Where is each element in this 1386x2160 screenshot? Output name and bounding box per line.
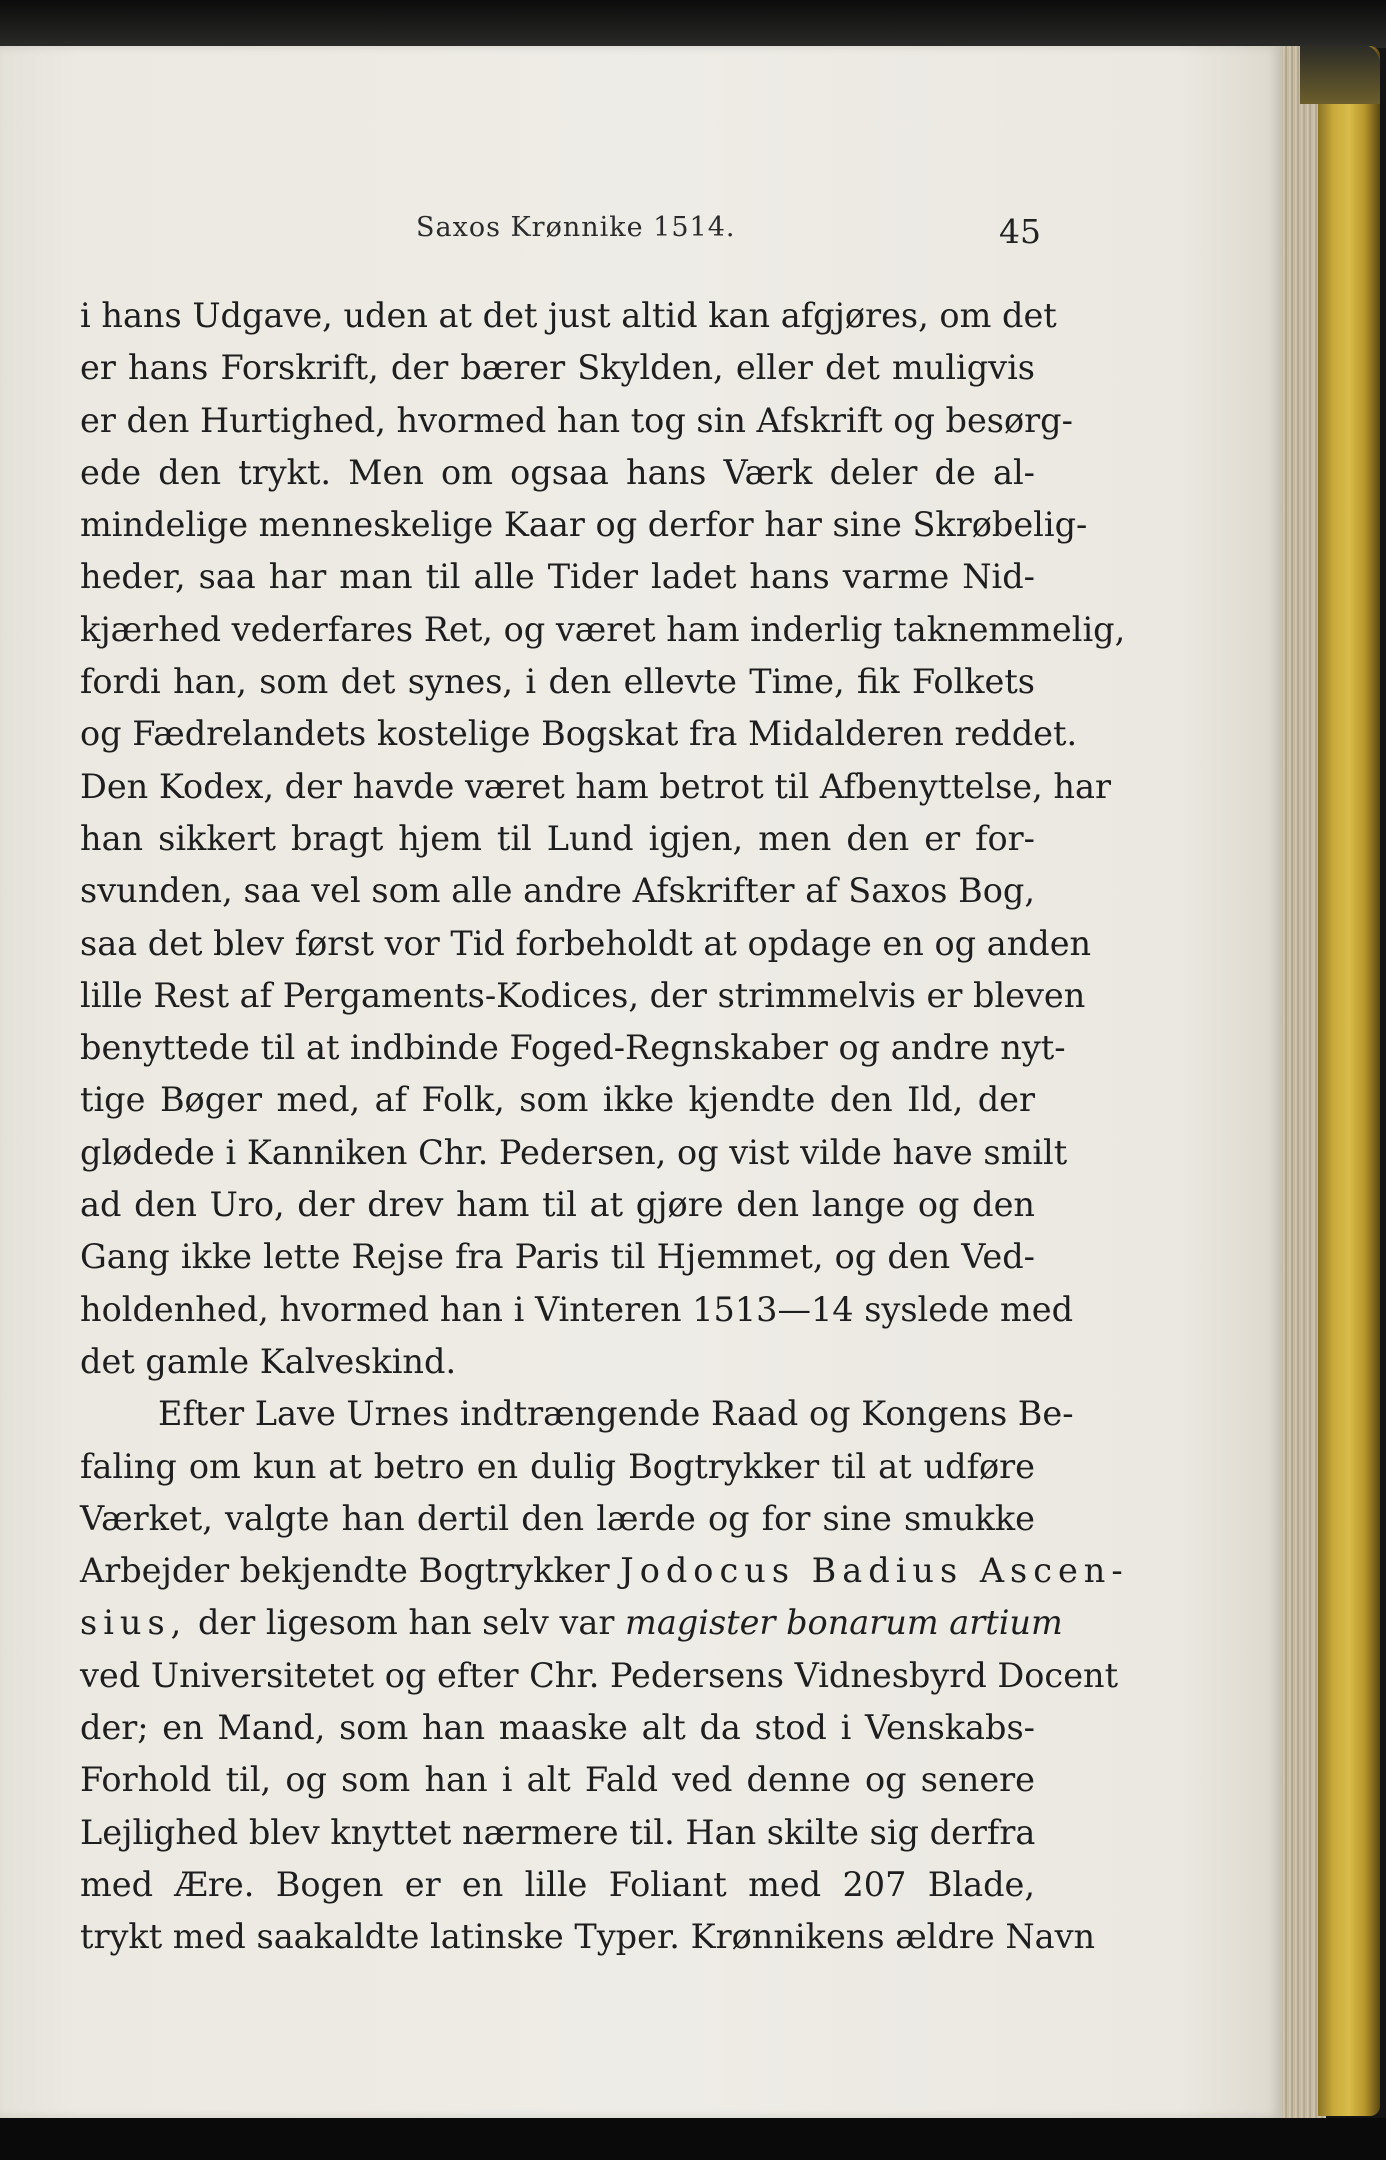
body-text [80, 290, 1129, 1964]
book-spine [1318, 46, 1380, 2116]
text-line: holdenhed, hvormed han i Vinteren 1513—14 syslede med [80, 1289, 1074, 1329]
text-line: mindelige menneskelige Kaar og derfor har sine Skrøbelig- [80, 505, 1088, 545]
text-line: svunden, saa vel som alle andre Afskrifter af Saxos Bog, [80, 871, 1035, 911]
text-line: det gamle Kalveskind. [80, 1341, 457, 1381]
scan-top-border [0, 0, 1386, 48]
text-line: saa det blev først vor Tid forbeholdt at opdage en og anden [80, 923, 1092, 963]
text-line: lille Rest af Pergaments-Kodices, der strimmelvis er bleven [80, 975, 1086, 1015]
text-line: Gang ikke lette Rejse fra Paris til Hjemmet, og den Ved- [80, 1237, 1035, 1277]
running-head: Saxos Krønnike 1514. [416, 212, 736, 243]
book-page [0, 46, 1282, 2118]
text-line: glødede i Kanniken Chr. Pedersen, og vist vilde have smilt [80, 1132, 1068, 1172]
page-number: 45 [999, 212, 1041, 251]
spine-cap [1300, 44, 1380, 104]
spaced-name: Jodocus Badius Ascen- [620, 1551, 1129, 1591]
text-line: Forhold til, og som han i alt Fald ved denne og senere [80, 1760, 1035, 1800]
text-line: med Ære. Bogen er en lille Foliant med 207 Blade, [80, 1864, 1035, 1904]
text-line: er hans Forskrift, der bærer Skylden, eller det muligvis [80, 348, 1035, 388]
text-line: Lejlighed blev knyttet nærmere til. Han skilte sig derfra [80, 1812, 1036, 1852]
text-line: heder, saa har man til alle Tider ladet hans varme Nid- [80, 557, 1035, 597]
text-line [80, 1545, 1129, 1597]
text-line: der; en Mand, som han maaske alt da stod i Venskabs- [80, 1708, 1035, 1748]
text-segment: der ligesom han selv var [197, 1603, 615, 1643]
spaced-name: sius, [80, 1603, 188, 1643]
text-line: Den Kodex, der havde været ham betrot til Afbenyttelse, har [80, 766, 1111, 806]
italic-phrase: magister bonarum artium [625, 1603, 1063, 1643]
text-line [80, 1597, 1063, 1649]
text-line: ede den trykt. Men om ogsaa hans Værk deler de al- [80, 452, 1035, 492]
text-line: faling om kun at betro en dulig Bogtrykker til at udføre [80, 1446, 1035, 1486]
text-line: Efter Lave Urnes indtrængende Raad og Kongens Be- [158, 1394, 1074, 1434]
text-line: Værket, valgte han dertil den lærde og for sine smukke [80, 1498, 1035, 1538]
page-header [0, 206, 1282, 266]
text-line: og Fædrelandets kostelige Bogskat fra Midalderen reddet. [80, 714, 1078, 754]
text-line: kjærhed vederfares Ret, og været ham inderlig taknemmelig, [80, 609, 1126, 649]
text-line: fordi han, som det synes, i den ellevte Time, fik Folkets [80, 662, 1035, 702]
text-line: i hans Udgave, uden at det just altid kan afgjøres, om det [80, 296, 1057, 335]
text-line: tige Bøger med, af Folk, som ikke kjendte den Ild, der [80, 1080, 1035, 1120]
text-line: er den Hurtighed, hvormed han tog sin Afskrift og besørg- [80, 400, 1073, 440]
text-line: benyttede til at indbinde Foged-Regnskaber og andre nyt- [80, 1028, 1066, 1068]
scan-bottom-border [0, 2118, 1386, 2160]
text-line: ved Universitetet og efter Chr. Pedersens Vidnesbyrd Docent [80, 1655, 1119, 1695]
text-segment: Arbejder bekjendte Bogtrykker [80, 1551, 610, 1591]
text-line: trykt med saakaldte latinske Typer. Krønnikens ældre Navn [80, 1917, 1096, 1957]
text-line: ad den Uro, der drev ham til at gjøre den lange og den [80, 1185, 1035, 1225]
text-line: han sikkert bragt hjem til Lund igjen, men den er for- [80, 818, 1035, 858]
